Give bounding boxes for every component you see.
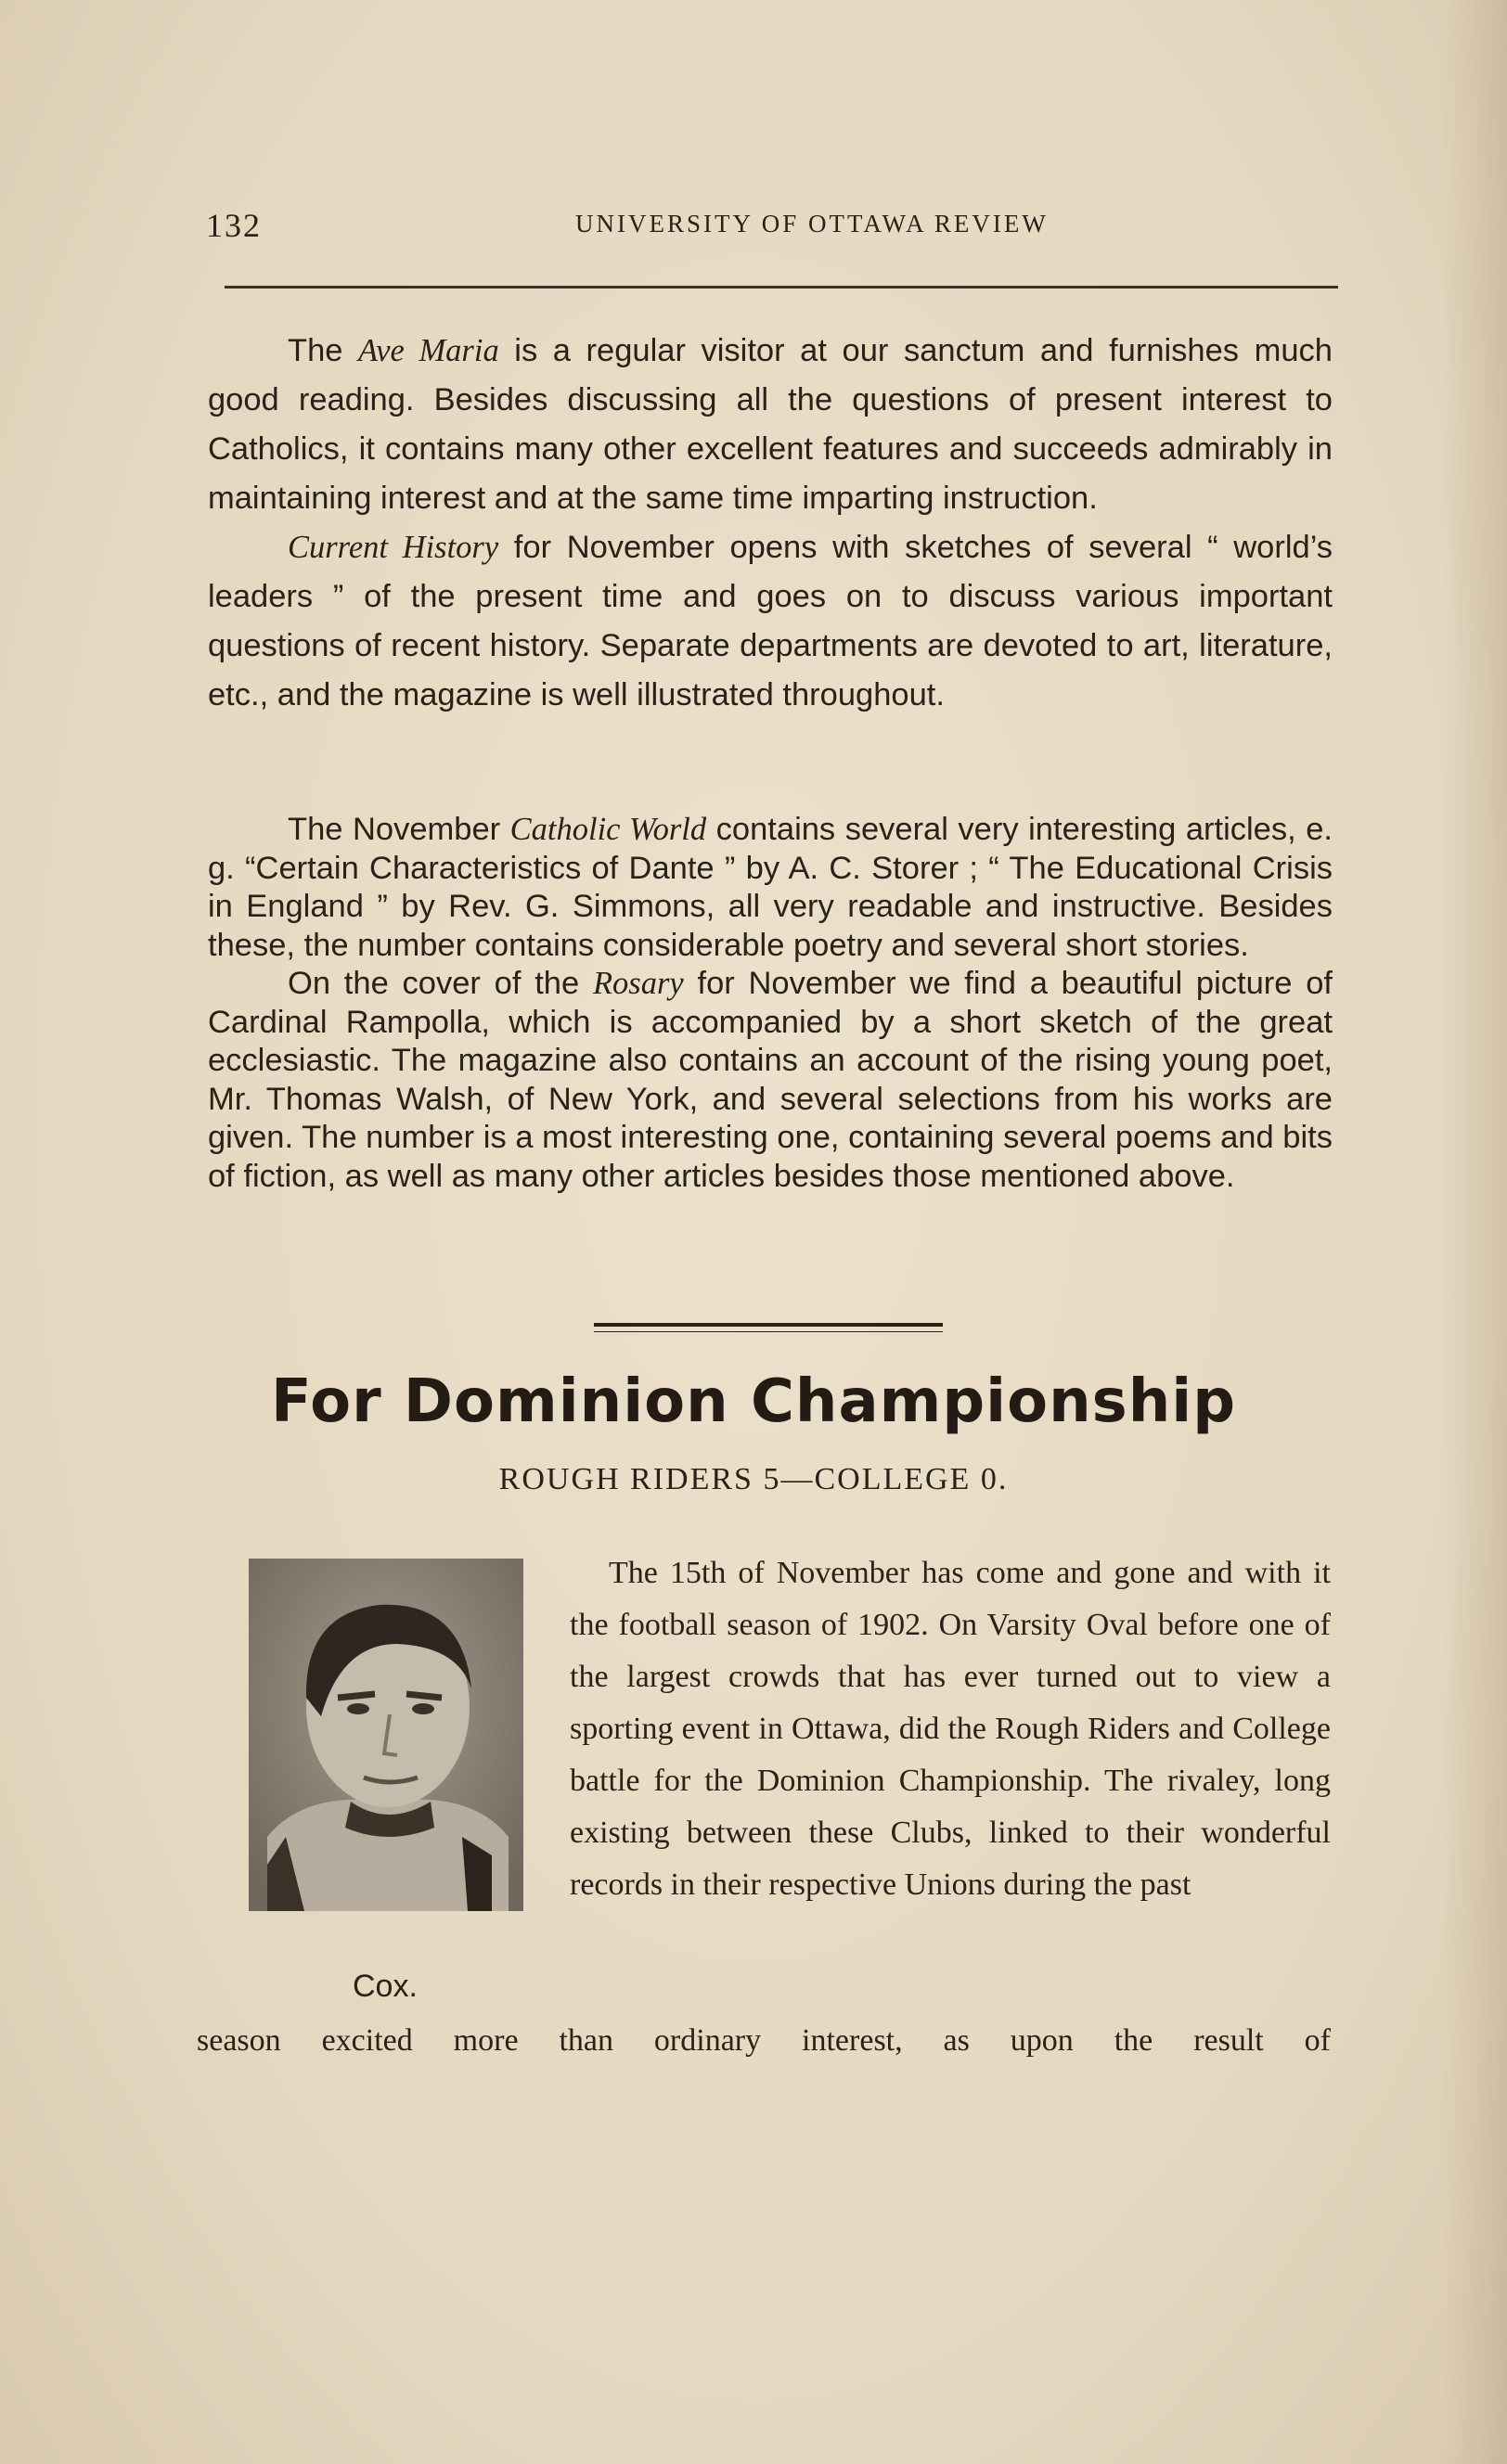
section-divider <box>594 1323 943 1332</box>
article-body <box>570 1547 1331 1911</box>
review-paragraph: On the cover of the Rosary for November we find a beautiful picture of Cardinal Rampolla, which is accompanied by a short sketch of the great ecclesiastic. The magazine also contains an account of the rising young poet, Mr. Thomas Walsh, of New York, and several selections from his works are given. The number is a most interesting one, containing several poems and bits of fiction, as well as many other articles besides those mentioned above. <box>208 966 1333 1194</box>
article-paragraph: The 15th of November has come and gone and with it the football season of 1902. On Varsity Oval before one of the largest crowds that has ever turned out to view a sporting event in Ottawa, did the Rough Riders and College battle for the Dominion Championship. The rivaley, long existing between these Clubs, linked to their wonderful records in their respective Unions during the past <box>570 1556 1331 1902</box>
header-rule <box>225 286 1338 289</box>
section-subtitle: ROUGH RIDERS 5—COLLEGE 0. <box>498 1462 1009 1496</box>
photo-caption: Cox. <box>353 1969 418 2004</box>
running-title: UNIVERSITY OF OTTAWA REVIEW <box>575 210 1049 237</box>
magazine-title: Ave Maria <box>358 333 499 368</box>
magazine-title: Rosary <box>592 966 684 1001</box>
reviews-block-tight <box>208 811 1333 1196</box>
magazine-title: Catholic World <box>509 812 707 847</box>
review-paragraph: Current History for November opens with sketches of several “ world’s leaders ” of the present time and goes on to discuss various important questions of recent history. Separate departments are devoted to art, literature, etc., and the magazine is well illustrated throughout. <box>208 530 1333 712</box>
review-paragraph: The November Catholic World contains several very interesting articles, e. g. “Certain Characteristics of Dante ” by A. C. Storer ; “ The Educational Crisis in England ” by Rev. G. Simmons, all very readable and instructive. Besides these, the number contains considerable poetry and several short stories. <box>208 812 1333 963</box>
reviews-block-loose <box>208 327 1333 720</box>
section-title: For Dominion Championship <box>270 1367 1237 1436</box>
page-header <box>206 206 1338 247</box>
magazine-title: Current History <box>288 530 499 565</box>
page-number: 132 <box>206 207 262 244</box>
review-paragraph: The Ave Maria is a regular visitor at our sanctum and furnishes much good reading. Besides discussing all the questions of present interest to Catholics, it contains many other excellent features and succeeds admirably in maintaining interest and at the same time imparting instruction. <box>208 333 1333 516</box>
portrait-photo <box>249 1559 523 1911</box>
page-edge-shadow <box>1442 0 1507 2464</box>
article-continuation: season excited more than ordinary interest, as upon the result of <box>197 2023 1331 2058</box>
portrait-illustration <box>249 1559 523 1911</box>
